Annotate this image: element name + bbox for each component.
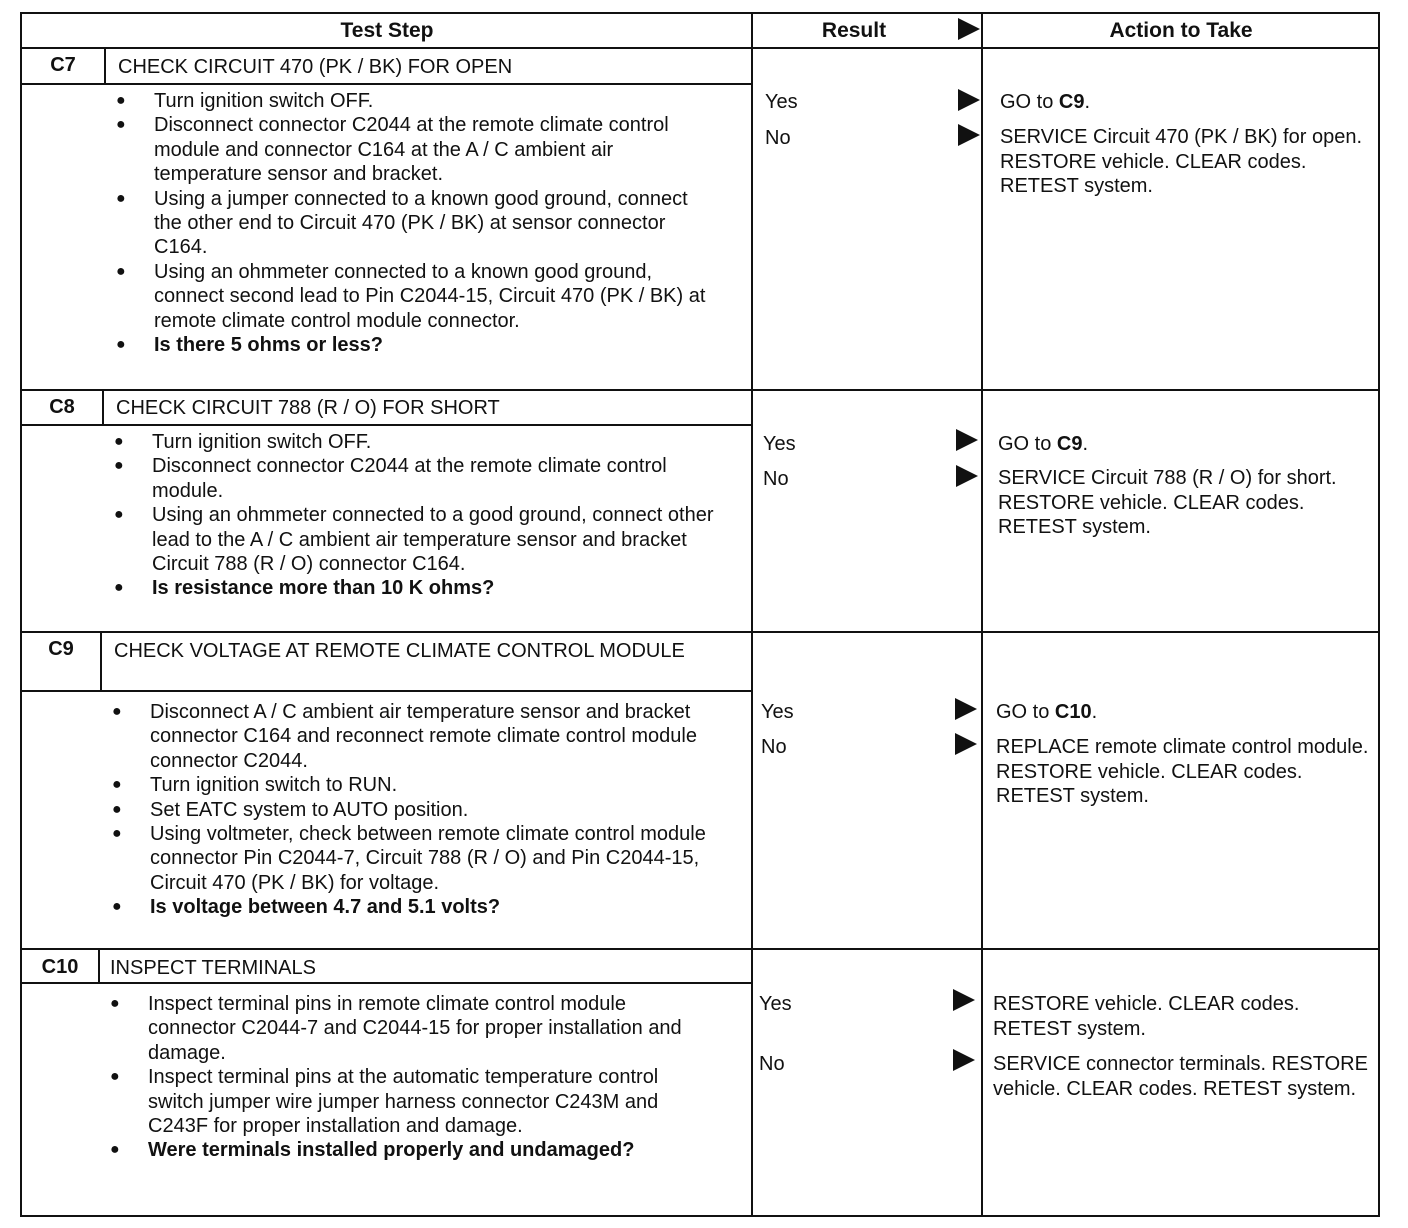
c8-no-label: No [763, 468, 789, 490]
header-test-step: Test Step [340, 19, 434, 42]
c9-id-divider [100, 631, 102, 691]
c7-yes-label: Yes [765, 91, 798, 113]
list-item: ● Using a jumper connected to a known good ground, connect the other end to Circuit 470 (PK / BK) at sensor connector C164. [116, 187, 716, 260]
c9-end-rule [22, 948, 1380, 950]
header-result: Result [821, 19, 887, 42]
list-item: ● Turn ignition switch to RUN. [112, 773, 722, 797]
c7-question: ● Is there 5 ohms or less? [116, 333, 716, 357]
c8-yes-label: Yes [763, 433, 796, 455]
c8-question: ● Is resistance more than 10 K ohms? [114, 576, 714, 600]
c7-yes-arrow-icon [958, 89, 980, 111]
c8-yes-arrow-icon [956, 429, 978, 451]
c8-yes-action: GO to C9. [998, 433, 1089, 455]
list-item: ● Using an ohmmeter connected to a known good ground, connect second lead to Pin C2044-15, Circuit 470 (PK / BK) at remote climate control module connector. [116, 260, 716, 333]
c10-id-divider [98, 948, 100, 983]
c7-no-action: SERVICE Circuit 470 (PK / BK) for open. RESTORE vehicle. CLEAR codes. RETEST system. [1000, 126, 1363, 197]
c7-bullet-list [116, 89, 716, 357]
c10-no-action: SERVICE connector terminals. RESTORE vehicle. CLEAR codes. RETEST system. [993, 1053, 1368, 1100]
c7-yes-action: GO to C9. [1000, 91, 1091, 113]
header-rule [22, 47, 1380, 49]
list-item: ● Disconnect connector C2044 at the remote climate control module. [114, 454, 714, 503]
c8-step-title: CHECK CIRCUIT 788 (R / O) FOR SHORT [116, 397, 500, 419]
c8-title-rule [22, 424, 751, 426]
c7-step-title: CHECK CIRCUIT 470 (PK / BK) FOR OPEN [118, 56, 513, 78]
c10-no-arrow-icon [953, 1049, 975, 1071]
c7-title-rule [22, 83, 751, 85]
c8-end-rule [22, 631, 1380, 633]
c8-bullet-list [114, 430, 714, 601]
c9-yes-arrow-icon [955, 698, 977, 720]
c7-end-rule [22, 389, 1380, 391]
c10-no-label: No [759, 1053, 785, 1075]
diagnostic-table [20, 12, 1380, 1217]
c7-no-arrow-icon [958, 124, 980, 146]
header-action: Action to Take [1109, 19, 1253, 42]
divider-result [751, 14, 753, 1217]
c9-no-arrow-icon [955, 733, 977, 755]
c8-no-action: SERVICE Circuit 788 (R / O) for short. RESTORE vehicle. CLEAR codes. RETEST system. [998, 467, 1337, 538]
c7-id-divider [104, 47, 106, 84]
list-item: ● Inspect terminal pins in remote climate control module connector C2044-7 and C2044-15 for proper installation and damage. [110, 992, 710, 1065]
c10-yes-arrow-icon [953, 989, 975, 1011]
c10-step-id: C10 [41, 956, 79, 978]
list-item: ● Inspect terminal pins at the automatic temperature control switch jumper wire jumper harness connector C243M and C243F for proper installation and damage. [110, 1065, 710, 1138]
c8-step-id: C8 [49, 396, 75, 418]
c8-no-arrow-icon [956, 465, 978, 487]
list-item: ● Using an ohmmeter connected to a good ground, connect other lead to the A / C ambient air temperature sensor and bracket Circuit 788 (R / O) connector C164. [114, 503, 714, 576]
c7-step-id: C7 [50, 54, 76, 76]
c9-step-title: CHECK VOLTAGE AT REMOTE CLIMATE CONTROL MODULE [114, 640, 685, 662]
list-item: ● Turn ignition switch OFF. [116, 89, 716, 113]
list-item: ● Disconnect A / C ambient air temperature sensor and bracket connector C164 and reconnect remote climate control module connector C2044. [112, 700, 722, 773]
list-item: ● Using voltmeter, check between remote climate control module connector Pin C2044-7, Circuit 788 (R / O) and Pin C2044-15, Circuit 470 (PK / BK) for voltage. [112, 822, 722, 895]
c10-title-rule [22, 982, 751, 984]
list-item: ● Disconnect connector C2044 at the remote climate control module and connector C164 at the A / C ambient air temperature sensor and bracket. [116, 113, 716, 186]
c10-step-title: INSPECT TERMINALS [110, 957, 316, 979]
c10-yes-action: RESTORE vehicle. CLEAR codes. RETEST system. [993, 993, 1300, 1040]
c10-yes-label: Yes [759, 993, 792, 1015]
c9-title-rule [22, 690, 751, 692]
list-item: ● Set EATC system to AUTO position. [112, 798, 722, 822]
list-item: ● Turn ignition switch OFF. [114, 430, 714, 454]
c10-question: ● Were terminals installed properly and undamaged? [110, 1138, 710, 1162]
divider-action [981, 14, 983, 1217]
c7-no-label: No [765, 127, 791, 149]
c9-no-action: REPLACE remote climate control module. RESTORE vehicle. CLEAR codes. RETEST system. [996, 736, 1369, 807]
c9-yes-label: Yes [761, 701, 794, 723]
c9-yes-action: GO to C10. [996, 701, 1098, 723]
c8-id-divider [102, 389, 104, 425]
c9-question: ● Is voltage between 4.7 and 5.1 volts? [112, 895, 722, 919]
c9-bullet-list [112, 700, 722, 920]
c9-step-id: C9 [48, 638, 74, 660]
c9-no-label: No [761, 736, 787, 758]
c10-bullet-list [110, 992, 710, 1163]
header-arrow-icon [958, 18, 980, 40]
